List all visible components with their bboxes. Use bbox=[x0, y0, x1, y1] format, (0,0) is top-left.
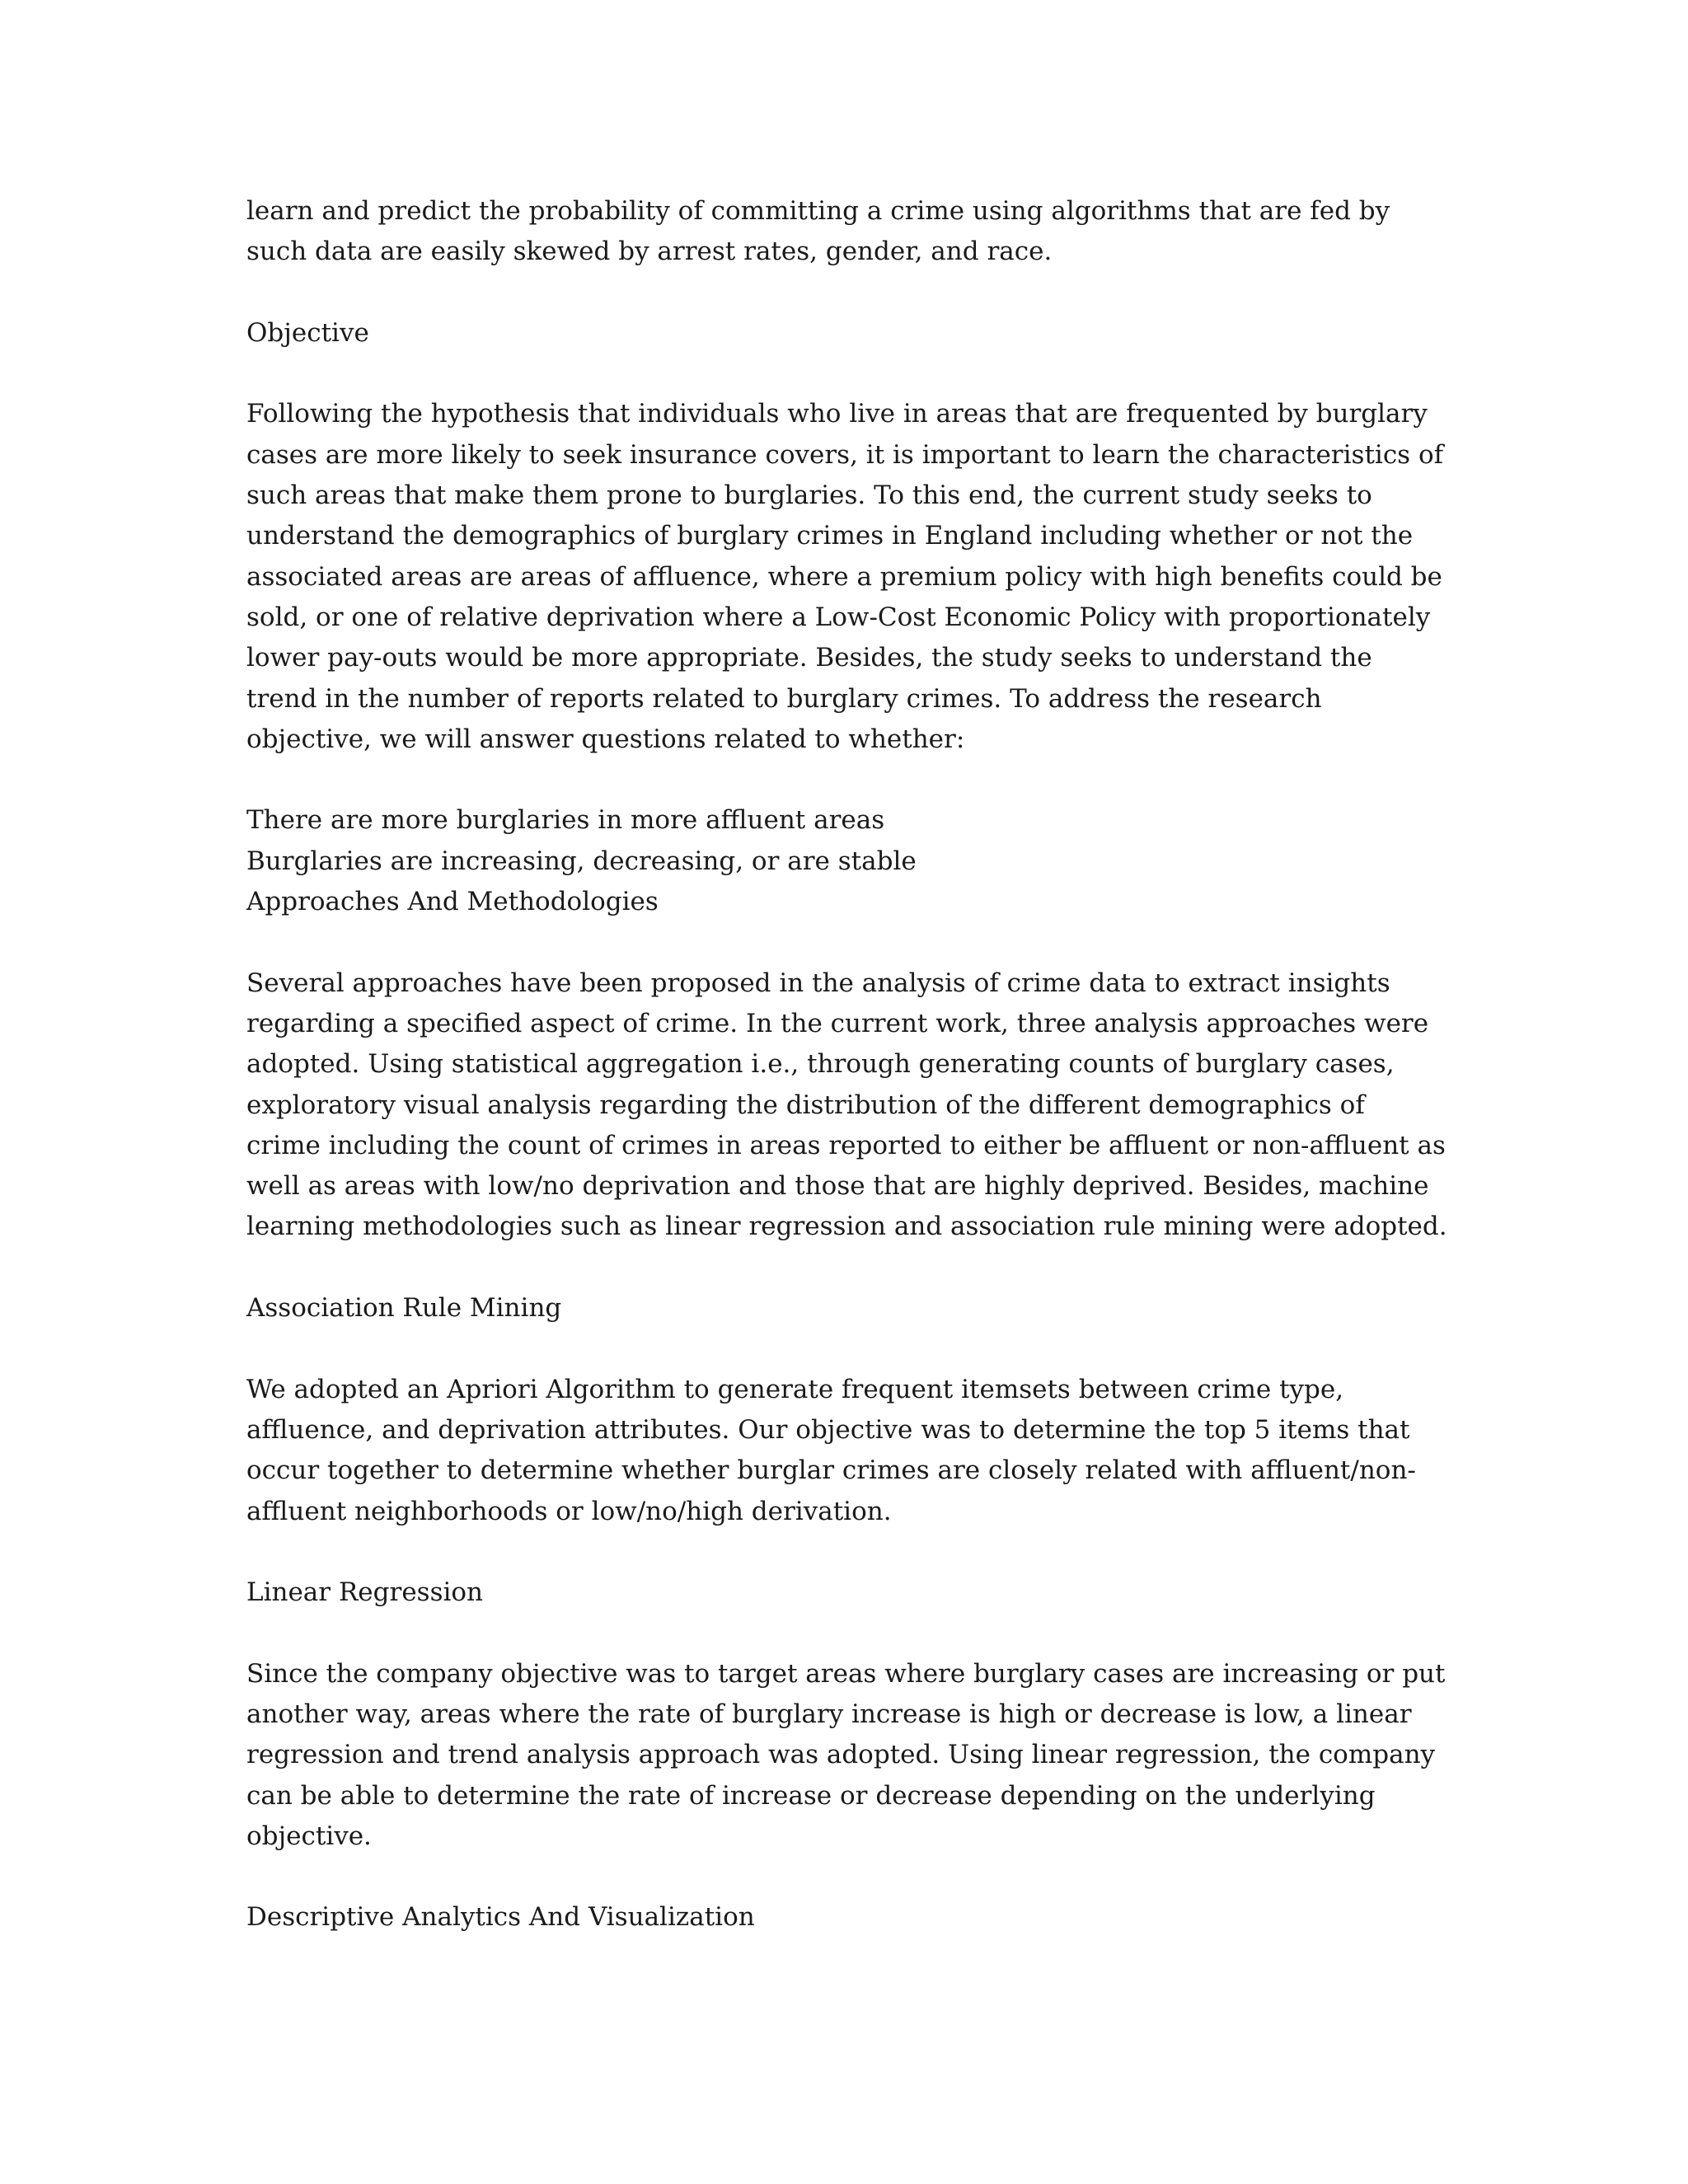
text-line: sold, or one of relative deprivation where a Low-Cost Economic Policy with proportionately bbox=[246, 602, 1431, 632]
text-line: learning methodologies such as linear regression and association rule mining were adopted. bbox=[246, 1212, 1447, 1242]
text-line: lower pay-outs would be more appropriate. Besides, the study seeks to understand the bbox=[246, 643, 1372, 673]
list-item: There are more burglaries in more affluent areas bbox=[246, 805, 885, 836]
text-line: well as areas with low/no deprivation and those that are highly deprived. Besides, machine bbox=[246, 1171, 1429, 1202]
text-line: cases are more likely to seek insurance covers, it is important to learn the characteristics of bbox=[246, 439, 1444, 470]
objective-paragraph bbox=[246, 394, 1450, 760]
text-line: Since the company objective was to target areas where burglary cases are increasing or put bbox=[246, 1658, 1446, 1689]
text-line: regarding a specified aspect of crime. In the current work, three analysis approaches were bbox=[246, 1008, 1429, 1038]
text-line: objective. bbox=[246, 1821, 372, 1851]
text-line: such areas that make them prone to burglaries. To this end, the current study seeks to bbox=[246, 480, 1372, 511]
text-line: associated areas are areas of affluence, where a premium policy with high benefits could be bbox=[246, 561, 1442, 592]
section-heading-association-rule-mining: Association Rule Mining bbox=[246, 1293, 562, 1324]
text-line: We adopted an Apriori Algorithm to generate frequent itemsets between crime type, bbox=[246, 1374, 1344, 1404]
text-line: another way, areas where the rate of burglary increase is high or decrease is low, a linear bbox=[246, 1699, 1412, 1729]
text-line: occur together to determine whether burglar crimes are closely related with affluent/non- bbox=[246, 1455, 1416, 1486]
text-line: Following the hypothesis that individuals who live in areas that are frequented by burglary bbox=[246, 399, 1428, 429]
list-item: Burglaries are increasing, decreasing, or are stable bbox=[246, 846, 917, 876]
text-line: affluence, and deprivation attributes. Our objective was to determine the top 5 items that bbox=[246, 1414, 1410, 1445]
text-line: understand the demographics of burglary crimes in England including whether or not the bbox=[246, 521, 1414, 551]
text-line: objective, we will answer questions related to whether: bbox=[246, 724, 965, 754]
section-heading-approaches: Approaches And Methodologies bbox=[246, 887, 659, 917]
text-line: crime including the count of crimes in areas reported to either be affluent or non-affluent as bbox=[246, 1130, 1446, 1160]
text-line: can be able to determine the rate of increase or decrease depending on the underlying bbox=[246, 1780, 1376, 1811]
text-line: such data are easily skewed by arrest rates, gender, and race. bbox=[246, 237, 1053, 267]
text-line: exploratory visual analysis regarding the distribution of the different demographics of bbox=[246, 1090, 1365, 1120]
text-line: adopted. Using statistical aggregation i.e., through generating counts of burglary cases, bbox=[246, 1049, 1395, 1080]
text-line: affluent neighborhoods or low/no/high derivation. bbox=[246, 1496, 892, 1526]
section-heading-linear-regression: Linear Regression bbox=[246, 1577, 484, 1608]
text-line: trend in the number of reports related to burglary crimes. To address the research bbox=[246, 683, 1322, 714]
text-line: learn and predict the probability of committing a crime using algorithms that are fed by bbox=[246, 196, 1390, 226]
text-line: Several approaches have been proposed in the analysis of crime data to extract insights bbox=[246, 968, 1390, 998]
document-body bbox=[246, 191, 1450, 1938]
approaches-paragraph bbox=[246, 963, 1450, 1248]
section-heading-descriptive-analytics: Descriptive Analytics And Visualization bbox=[246, 1902, 755, 1933]
intro-paragraph bbox=[246, 191, 1450, 273]
text-line: regression and trend analysis approach was adopted. Using linear regression, the company bbox=[246, 1740, 1436, 1770]
questions-list bbox=[246, 800, 1450, 922]
linear-regression-paragraph bbox=[246, 1654, 1450, 1857]
association-rule-mining-paragraph bbox=[246, 1370, 1450, 1532]
section-heading-objective: Objective bbox=[246, 317, 369, 348]
